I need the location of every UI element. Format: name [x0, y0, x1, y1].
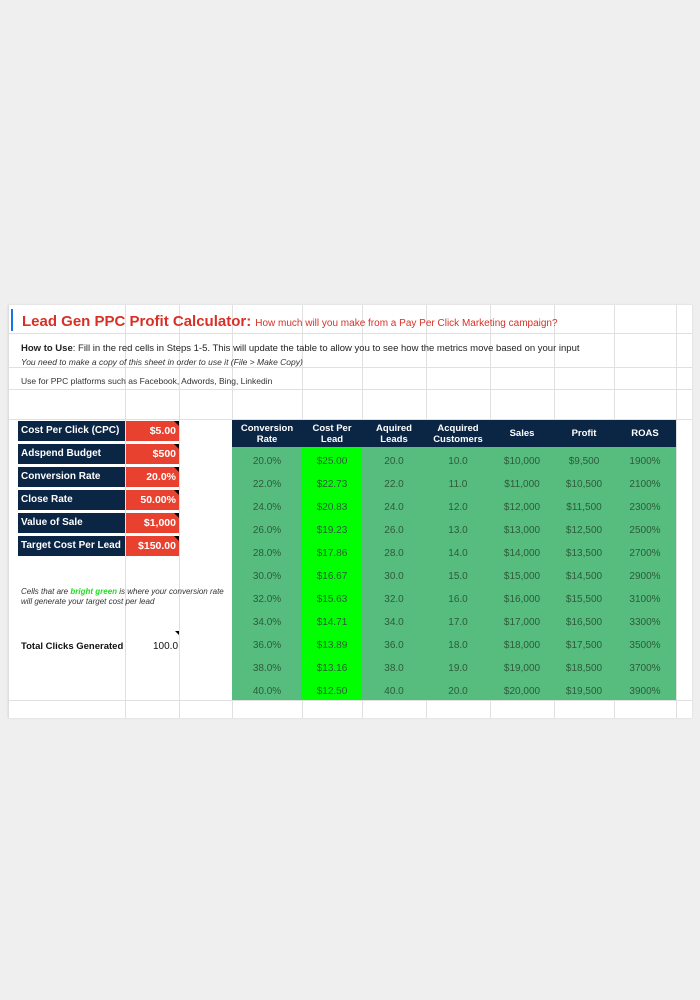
- table-cell: $19,500: [565, 686, 603, 697]
- table-cell: $9,500: [568, 456, 600, 467]
- note-text-after: is where your conversion rate will generate your target cost per lead: [21, 587, 224, 606]
- table-cell: 40.0: [384, 686, 404, 697]
- table-cell: $14.71: [316, 617, 348, 628]
- input-value-cell[interactable]: $500: [126, 444, 179, 464]
- table-cell: $22.73: [316, 479, 348, 490]
- input-label: Adspend Budget: [18, 444, 125, 464]
- cell-note-marker: [175, 631, 179, 635]
- table-cell: 3900%: [629, 686, 661, 697]
- column-header: Profit: [571, 428, 597, 439]
- note-text-before: Cells that are: [21, 587, 71, 596]
- column-header: Cost Per Lead: [312, 422, 352, 445]
- column-header: Aquired Leads: [376, 422, 412, 445]
- platforms-note: Use for PPC platforms such as Facebook, Adwords, Bing, Linkedin: [21, 376, 273, 386]
- table-cell: $14,000: [503, 548, 541, 559]
- table-cell: 19.0: [448, 663, 468, 674]
- table-cell: 2300%: [629, 502, 661, 513]
- table-cell: 40.0%: [252, 686, 282, 697]
- table-cell: 36.0: [384, 640, 404, 651]
- table-cell: 16.0: [448, 594, 468, 605]
- table-cell: 26.0%: [252, 525, 282, 536]
- table-cell: 34.0%: [252, 617, 282, 628]
- table-cell: 28.0%: [252, 548, 282, 559]
- table-cell: 20.0: [448, 686, 468, 697]
- input-value-cell[interactable]: 50.00%: [126, 490, 179, 510]
- table-cell: $18,000: [503, 640, 541, 651]
- title-subtitle: How much will you make from a Pay Per Click Marketing campaign?: [255, 318, 558, 329]
- table-cell: 3100%: [629, 594, 661, 605]
- input-label: Target Cost Per Lead: [18, 536, 125, 556]
- table-cell: $11,000: [504, 479, 540, 490]
- input-value-cell[interactable]: $5.00: [126, 421, 179, 441]
- table-cell: $19.23: [316, 525, 348, 536]
- table-cell: $12.50: [316, 686, 348, 697]
- table-cell: $16,500: [565, 617, 603, 628]
- table-cell: 13.0: [448, 525, 468, 536]
- table-header: [232, 420, 676, 447]
- table-cell: 22.0: [384, 479, 404, 490]
- table-cell: $17.86: [316, 548, 348, 559]
- table-cell: 10.0: [448, 456, 468, 467]
- column-header: Acquired Customers: [433, 422, 483, 445]
- table-cell: $15,000: [503, 571, 541, 582]
- table-cell: 3700%: [629, 663, 661, 674]
- table-cell: $10,000: [503, 456, 541, 467]
- input-label: Cost Per Click (CPC): [18, 421, 125, 441]
- table-cell: 36.0%: [252, 640, 282, 651]
- table-cell: 18.0: [448, 640, 468, 651]
- total-clicks-value[interactable]: 100.0: [153, 641, 179, 652]
- table-cell: 3500%: [629, 640, 661, 651]
- table-cell: 30.0: [384, 571, 404, 582]
- gridline: [8, 389, 692, 390]
- how-to-use: [21, 343, 580, 354]
- bright-green-note: [21, 587, 231, 607]
- table-cell: $17,000: [503, 617, 541, 628]
- table-cell: 32.0: [384, 594, 404, 605]
- table-cell: 2100%: [629, 479, 661, 490]
- table-cell: $18,500: [565, 663, 603, 674]
- column-header: Sales: [509, 428, 535, 439]
- table-cell: 30.0%: [252, 571, 282, 582]
- table-cell: $20.83: [316, 502, 348, 513]
- table-cell: 2700%: [629, 548, 661, 559]
- table-cell: 38.0%: [252, 663, 282, 674]
- table-cell: $16.67: [316, 571, 348, 582]
- table-cell: 38.0: [384, 663, 404, 674]
- input-label: Value of Sale: [18, 513, 125, 533]
- table-cell: $13,500: [565, 548, 603, 559]
- table-cell: $13.89: [316, 640, 348, 651]
- input-value-cell[interactable]: $150.00: [126, 536, 179, 556]
- table-cell: $14,500: [565, 571, 603, 582]
- cell-cursor: [11, 309, 13, 331]
- input-label: Conversion Rate: [18, 467, 125, 487]
- table-cell: 1900%: [629, 456, 661, 467]
- table-cell: $20,000: [503, 686, 541, 697]
- input-label: Close Rate: [18, 490, 125, 510]
- table-cell: $16,000: [503, 594, 541, 605]
- table-cell: $15,500: [565, 594, 603, 605]
- table-cell: 20.0: [384, 456, 404, 467]
- table-cell: $11,500: [566, 502, 602, 513]
- gridline: [8, 367, 692, 368]
- table-cell: $25.00: [316, 456, 348, 467]
- table-cell: $17,500: [565, 640, 603, 651]
- note-highlight: bright green: [70, 587, 118, 596]
- table-cell: 34.0: [384, 617, 404, 628]
- total-clicks-label: Total Clicks Generated: [21, 641, 124, 652]
- table-cell: 32.0%: [252, 594, 282, 605]
- table-cell: 15.0: [448, 571, 468, 582]
- input-value-cell[interactable]: $1,000: [126, 513, 179, 533]
- gridline: [8, 333, 692, 334]
- how-to-text: : Fill in the red cells in Steps 1-5. This will update the table to allow you to see how the metrics move based on your input: [72, 343, 580, 354]
- table-cell: 2900%: [629, 571, 661, 582]
- table-cell: 2500%: [629, 525, 661, 536]
- table-cell: 22.0%: [252, 479, 282, 490]
- table-cell: $13.16: [316, 663, 348, 674]
- table-cell: $12,000: [503, 502, 541, 513]
- page-title: [22, 313, 558, 330]
- table-cell: 24.0%: [252, 502, 282, 513]
- table-cell: 3300%: [629, 617, 661, 628]
- table-cell: 20.0%: [252, 456, 282, 467]
- input-value-cell[interactable]: 20.0%: [126, 467, 179, 487]
- table-cell: $13,000: [503, 525, 541, 536]
- table-cell: 26.0: [384, 525, 404, 536]
- table-cell: $10,500: [565, 479, 603, 490]
- table-cell: $15.63: [316, 594, 348, 605]
- table-cell: $19,000: [503, 663, 541, 674]
- table-cell: $12,500: [565, 525, 603, 536]
- how-to-label: How to Use: [21, 343, 73, 354]
- table-cell: 12.0: [448, 502, 468, 513]
- title-main: Lead Gen PPC Profit Calculator:: [22, 313, 252, 330]
- table-cell: 24.0: [384, 502, 404, 513]
- table-cell: 14.0: [448, 548, 468, 559]
- table-cell: 28.0: [384, 548, 404, 559]
- spreadsheet: [8, 305, 692, 718]
- column-header: ROAS: [631, 428, 659, 439]
- column-header: Conversion Rate: [240, 422, 294, 445]
- copy-note: You need to make a copy of this sheet in order to use it (File > Make Copy): [21, 357, 303, 367]
- table-cell: 11.0: [448, 479, 468, 490]
- table-cell: 17.0: [448, 617, 468, 628]
